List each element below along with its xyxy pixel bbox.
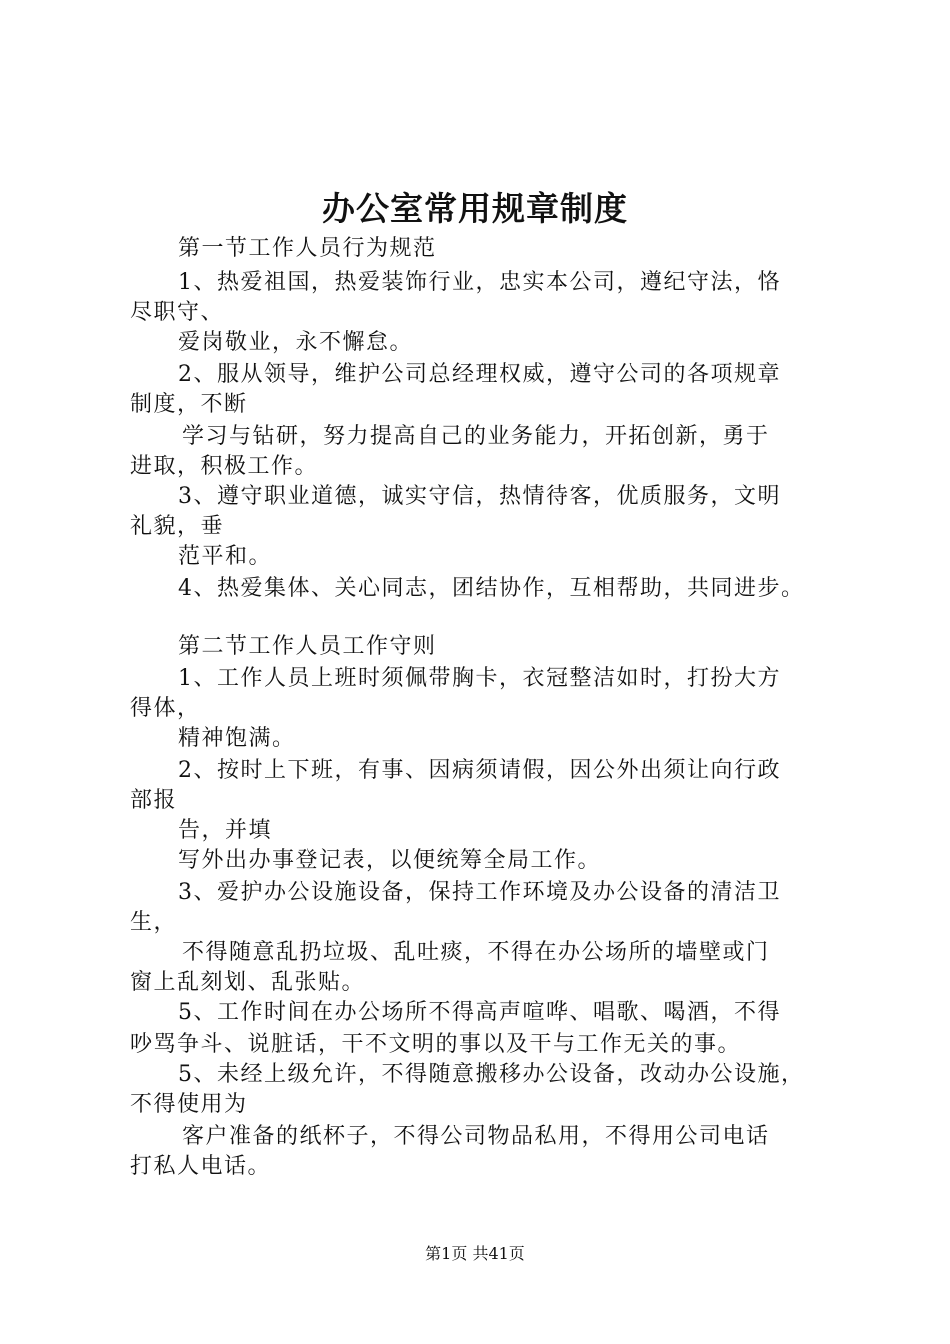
paragraph-line: 精神饱满。	[178, 726, 296, 751]
paragraph-line: 4、热爱集体、关心同志，团结协作，互相帮助，共同进步。	[178, 576, 805, 601]
paragraph-line: 爱岗敬业，永不懈怠。	[178, 330, 414, 355]
paragraph-line: 部报	[130, 788, 178, 813]
paragraph-line: 打私人电话。	[130, 1154, 272, 1179]
paragraph-line: 2、按时上下班，有事、因病须请假，因公外出须让向行政	[178, 758, 781, 783]
paragraph-line: 礼貌，垂	[130, 514, 225, 539]
paragraph-line: 不得使用为	[130, 1092, 248, 1117]
paragraph-line: 进取，积极工作。	[130, 454, 319, 479]
paragraph-line: 3、遵守职业道德，诚实守信，热情待客，优质服务，文明	[178, 484, 781, 509]
paragraph-line: 吵骂争斗、说脏话，干不文明的事以及干与工作无关的事。	[130, 1032, 742, 1057]
paragraph-line: 生，	[130, 910, 178, 935]
paragraph-line: 窗上乱刻划、乱张贴。	[130, 970, 366, 995]
page-number-footer: 第1页 共41页	[425, 1244, 525, 1263]
section-heading-2: 第二节工作人员工作守则	[178, 634, 437, 659]
paragraph-line: 得体，	[130, 696, 201, 721]
paragraph-line: 写外出办事登记表，以便统筹全局工作。	[178, 848, 602, 873]
paragraph-line: 制度，不断	[130, 392, 248, 417]
paragraph-line: 告，并填	[178, 818, 273, 843]
paragraph-line: 学习与钻研，努力提高自己的业务能力，开拓创新，勇于	[182, 424, 770, 449]
section-heading-1: 第一节工作人员行为规范	[178, 236, 437, 261]
paragraph-line: 3、爱护办公设施设备，保持工作环境及办公设备的清洁卫	[178, 880, 781, 905]
paragraph-line: 范平和。	[178, 544, 273, 569]
paragraph-line: 5、未经上级允许，不得随意搬移办公设备，改动办公设施，	[178, 1062, 805, 1087]
paragraph-line: 5、工作时间在办公场所不得高声喧哗、唱歌、喝酒，不得	[178, 1000, 781, 1025]
paragraph-line: 1、热爱祖国，热爱装饰行业，忠实本公司，遵纪守法，恪	[178, 270, 781, 295]
paragraph-line: 不得随意乱扔垃圾、乱吐痰，不得在办公场所的墙壁或门	[182, 940, 770, 965]
paragraph-line: 1、工作人员上班时须佩带胸卡，衣冠整洁如时，打扮大方	[178, 666, 781, 691]
paragraph-line: 尽职守、	[130, 300, 225, 325]
paragraph-line: 2、服从领导，维护公司总经理权威，遵守公司的各项规章	[178, 362, 781, 387]
document-title: 办公室常用规章制度	[322, 189, 628, 228]
paragraph-line: 客户准备的纸杯子，不得公司物品私用，不得用公司电话	[182, 1124, 770, 1149]
